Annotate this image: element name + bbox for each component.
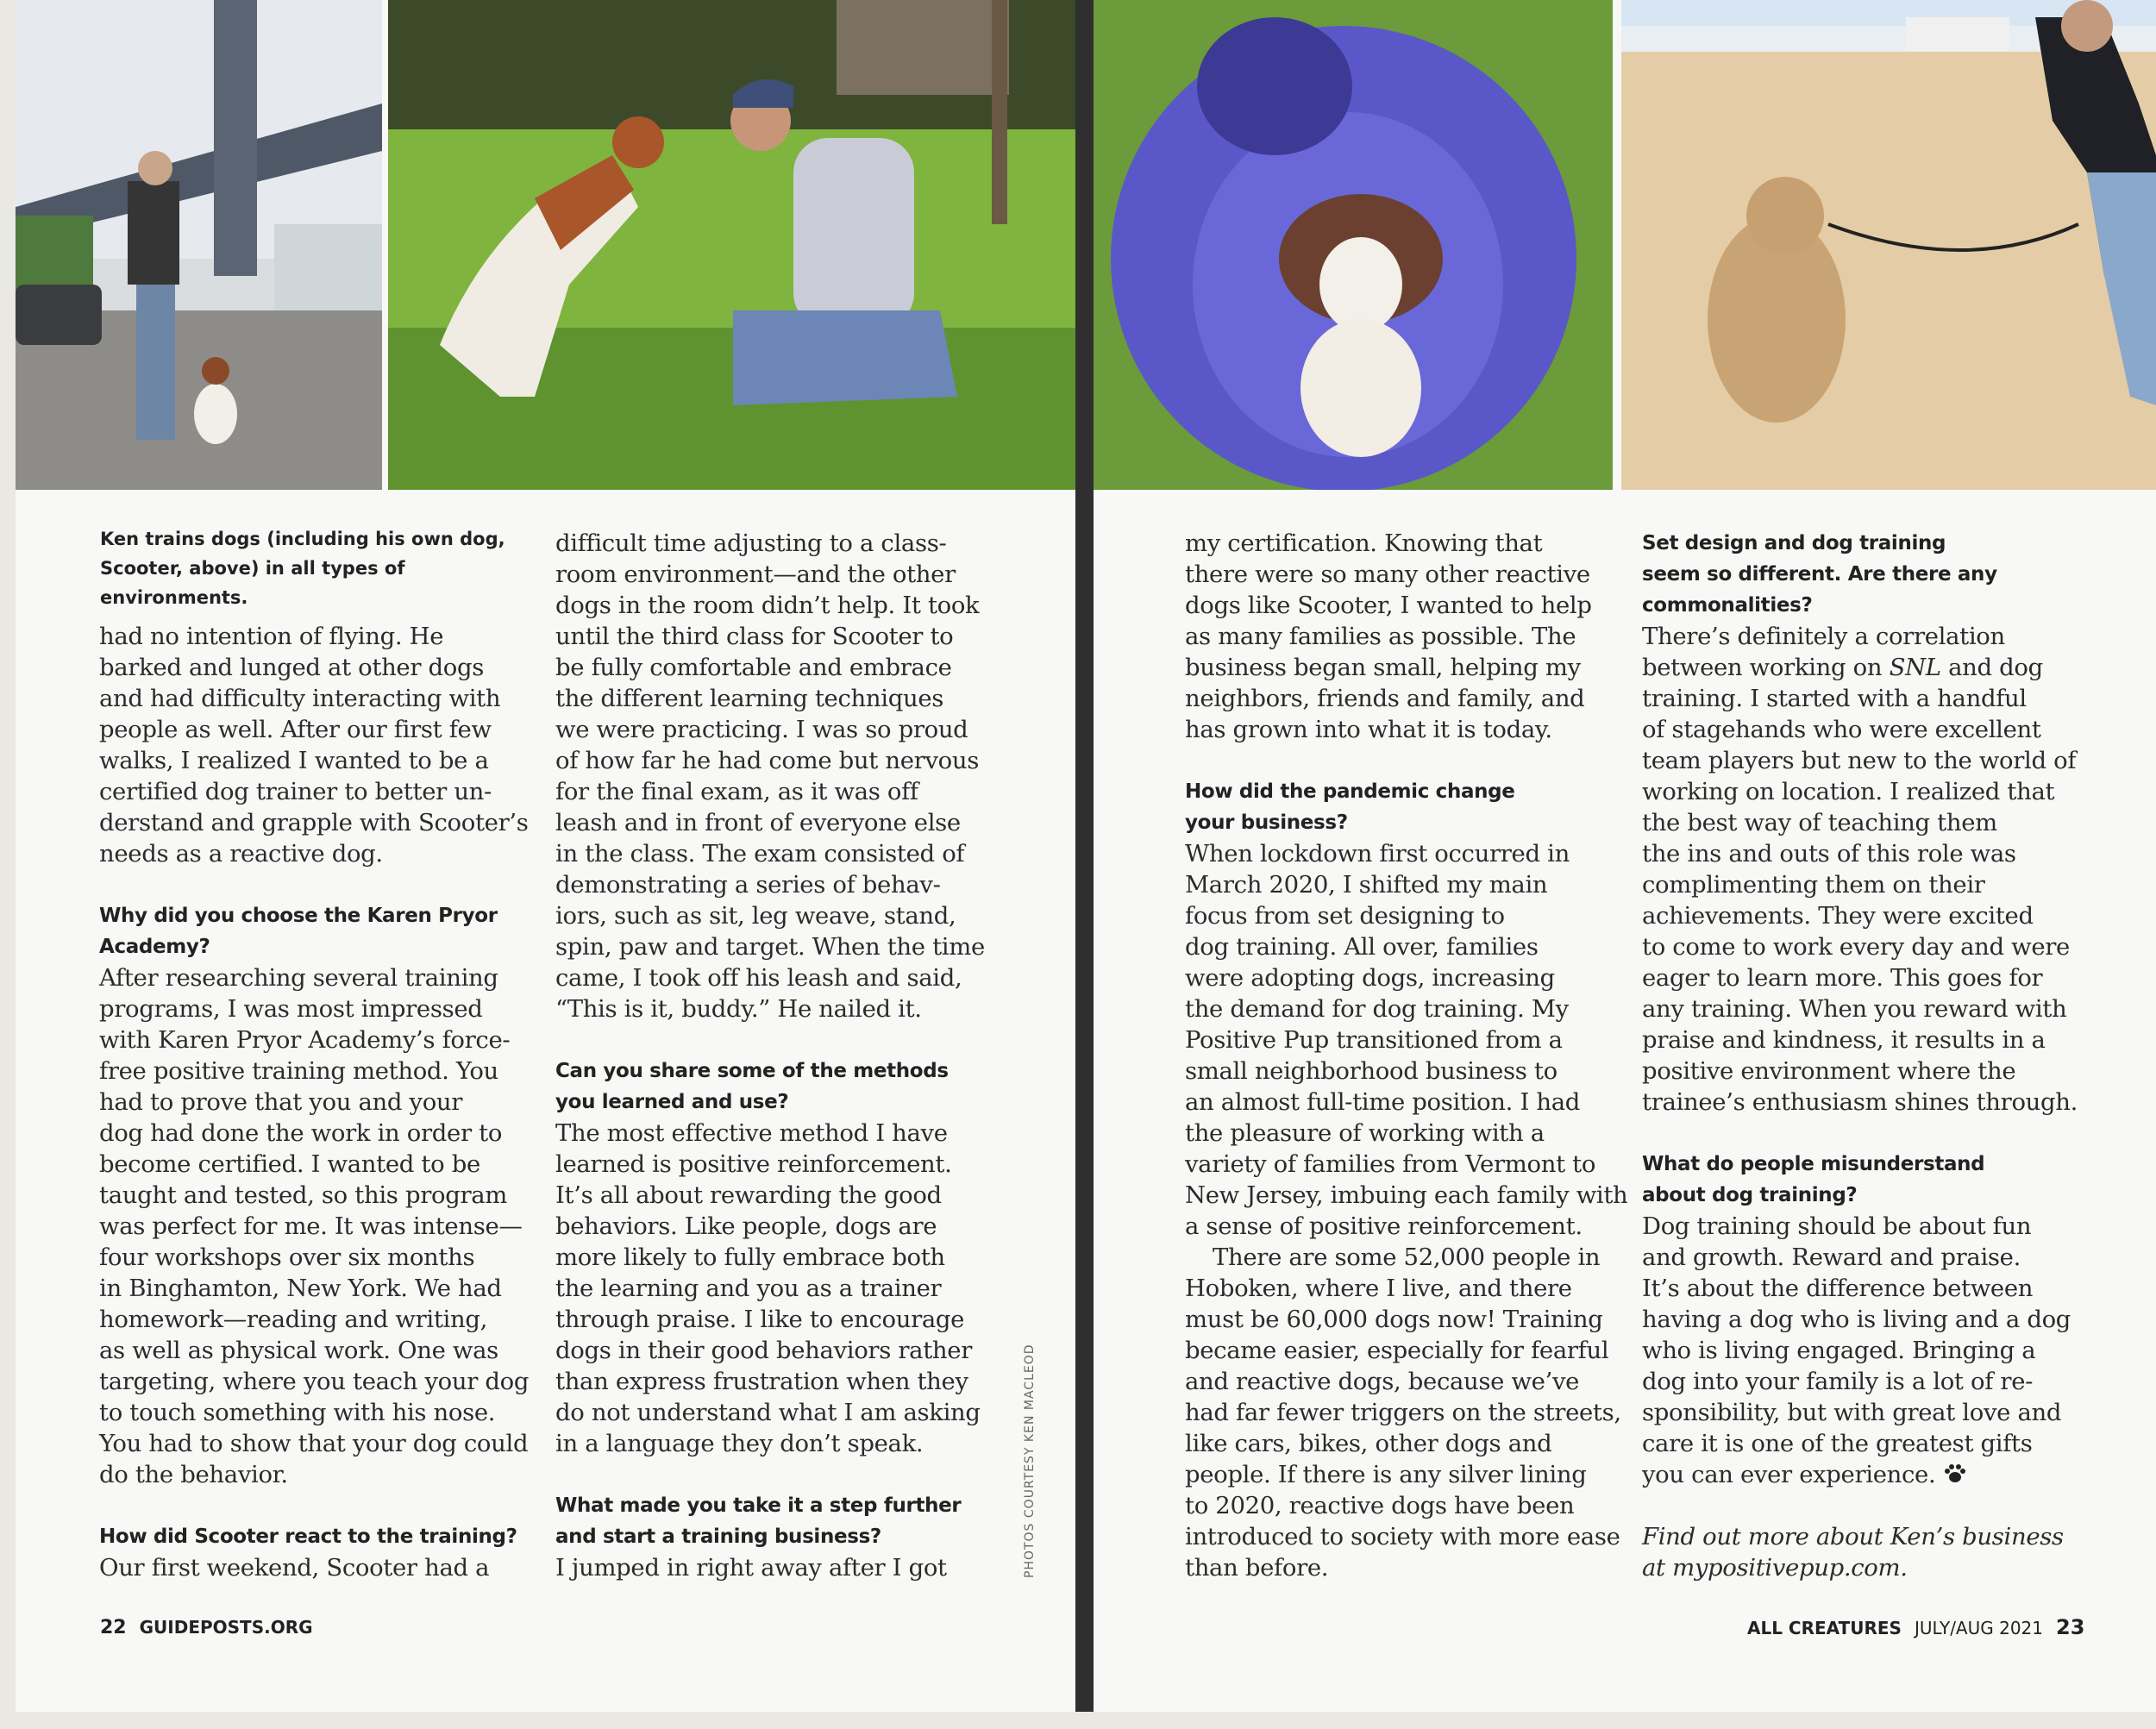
text-line: the demand for dog training. My — [1185, 995, 1569, 1023]
text-line: small neighborhood business to — [1185, 1057, 1557, 1085]
text-line: the pleasure of working with a — [1185, 1119, 1545, 1147]
text-line: focus from set designing to — [1185, 902, 1505, 930]
question-heading-line: commonalities? — [1642, 594, 1813, 617]
text-line: certified dog trainer to better un- — [99, 778, 492, 805]
text-line: do not understand what I am asking — [555, 1399, 981, 1426]
paragraph-gap — [99, 869, 548, 900]
text-line: difficult time adjusting to a class- — [555, 529, 947, 557]
text-line: There’s definitely a correlation — [1642, 623, 2005, 650]
text-line: care it is one of the greatest gifts — [1642, 1430, 2033, 1457]
text-line: has grown into what it is today. — [1185, 716, 1552, 743]
text-line: to come to work every day and were — [1642, 933, 2070, 961]
text-line: a sense of positive reinforcement. — [1185, 1212, 1583, 1240]
text-line: dog training. All over, families — [1185, 933, 1539, 961]
text-line: free positive training method. You — [99, 1057, 498, 1085]
text-line: until the third class for Scooter to — [555, 623, 954, 650]
page-number-right: 23 — [2056, 1615, 2085, 1639]
question-heading-line: Academy? — [99, 936, 210, 958]
page-number-left: 22 — [100, 1617, 127, 1638]
text-line: trainee’s enthusiasm shines through. — [1642, 1088, 2078, 1116]
text-line: having a dog who is living and a dog — [1642, 1306, 2071, 1333]
text-line: we were practicing. I was so proud — [555, 716, 968, 743]
text-line: came, I took off his leash and said, — [555, 964, 962, 992]
text-line: to touch something with his nose. — [99, 1399, 496, 1426]
photo-dog-in-tunnel — [1094, 0, 1613, 490]
paw-print-icon — [1943, 1463, 1967, 1484]
text-line: neighbors, friends and family, and — [1185, 685, 1585, 712]
text-line: room environment—and the other — [555, 561, 956, 588]
photo-bridge-street — [16, 0, 382, 490]
text-line: It’s all about rewarding the good — [555, 1181, 942, 1209]
text-line: between working on SNL and dog — [1642, 654, 2043, 681]
text-line: dogs in their good behaviors rather — [555, 1337, 972, 1364]
text-line: you can ever experience. — [1642, 1459, 2125, 1490]
text-line: team players but new to the world of — [1642, 747, 2077, 774]
text-line: praise and kindness, it results in a — [1642, 1026, 2046, 1054]
text-line: than before. — [1185, 1554, 1329, 1582]
photo-credit: PHOTOS COURTESY KEN MACLEOD — [1023, 1344, 1037, 1578]
text-line: “This is it, buddy.” He nailed it. — [555, 995, 922, 1023]
text-line: there were so many other reactive — [1185, 561, 1590, 588]
paragraph-gap — [555, 1024, 1038, 1056]
issue-date: JULY/AUG 2021 — [1914, 1618, 2044, 1638]
text-line: training. I started with a handful — [1642, 685, 2027, 712]
text-line: dogs like Scooter, I wanted to help — [1185, 592, 1592, 619]
text-line: Our first weekend, Scooter had a — [99, 1554, 490, 1582]
text-line: March 2020, I shifted my main — [1185, 871, 1548, 899]
caption-line-1: Ken trains dogs (including his own dog, — [100, 529, 505, 549]
text-line: people as well. After our first few — [99, 716, 492, 743]
text-line: and had difficulty interacting with — [99, 685, 501, 712]
text-line: The most effective method I have — [555, 1119, 948, 1147]
text-line: the ins and outs of this role was — [1642, 840, 2016, 868]
text-line: had to prove that you and your — [99, 1088, 463, 1116]
text-line: Hoboken, where I live, and there — [1185, 1275, 1572, 1302]
text-line: to 2020, reactive dogs have been — [1185, 1492, 1575, 1519]
text-line: dog into your family is a lot of re- — [1642, 1368, 2034, 1395]
text-line: for the final exam, as it was off — [555, 778, 918, 805]
spine-gutter — [1075, 0, 1094, 1712]
question-heading-line: your business? — [1185, 811, 1348, 834]
article-column-4 — [1642, 528, 2125, 1583]
text-line: and reactive dogs, because we’ve — [1185, 1368, 1580, 1395]
text-line: of stagehands who were excellent — [1642, 716, 2041, 743]
question-heading-line: about dog training? — [1642, 1184, 1858, 1206]
caption-line-2: Scooter, above) in all types of environments. — [100, 558, 405, 608]
text-line: had no intention of flying. He — [99, 623, 444, 650]
text-line: introduced to society with more ease — [1185, 1523, 1620, 1550]
text-line: Dog training should be about fun — [1642, 1212, 2032, 1240]
text-line: iors, such as sit, leg weave, stand, — [555, 902, 956, 930]
question-heading-line: How did the pandemic change — [1185, 780, 1515, 803]
photo-kneeling-with-dog — [388, 0, 1078, 490]
magazine-name: ALL CREATURES — [1747, 1618, 1902, 1638]
text-line: like cars, bikes, other dogs and — [1185, 1430, 1552, 1457]
text-line: the different learning techniques — [555, 685, 944, 712]
site-name: GUIDEPOSTS.ORG — [139, 1617, 313, 1638]
text-line: learned is positive reinforcement. — [555, 1150, 952, 1178]
text-line: It’s about the difference between — [1642, 1275, 2034, 1302]
text-line: programs, I was most impressed — [99, 995, 483, 1023]
right-folio — [1747, 1614, 2084, 1642]
text-line: walks, I realized I wanted to be a — [99, 747, 489, 774]
text-line: positive environment where the — [1642, 1057, 2016, 1085]
text-line: I jumped in right away after I got — [555, 1554, 947, 1582]
photo-caption — [100, 524, 548, 612]
text-line: complimenting them on their — [1642, 871, 1985, 899]
text-line: working on location. I realized that — [1642, 778, 2055, 805]
text-line: When lockdown first occurred in — [1185, 840, 1570, 868]
paragraph-gap — [1642, 1118, 2125, 1149]
text-line: dogs in the room didn’t help. It took — [555, 592, 980, 619]
text-line: must be 60,000 dogs now! Training — [1185, 1306, 1603, 1333]
text-line: of how far he had come but nervous — [555, 747, 979, 774]
text-line: New Jersey, imbuing each family with — [1185, 1181, 1628, 1209]
paragraph-gap — [1642, 1490, 2125, 1521]
text-line: eager to learn more. This goes for — [1642, 964, 2043, 992]
text-line: people. If there is any silver lining — [1185, 1461, 1587, 1488]
text-line: the learning and you as a trainer — [555, 1275, 942, 1302]
text-line: variety of families from Vermont to — [1185, 1150, 1596, 1178]
text-line: business began small, helping my — [1185, 654, 1581, 681]
text-line: behaviors. Like people, dogs are — [555, 1212, 937, 1240]
text-line: four workshops over six months — [99, 1244, 475, 1271]
text-line: through praise. I like to encourage — [555, 1306, 965, 1333]
text-line: do the behavior. — [99, 1461, 288, 1488]
text-line: demonstrating a series of behav- — [555, 871, 941, 899]
question-heading-line: and start a training business? — [555, 1525, 881, 1548]
text-line: in Binghamton, New York. We had — [99, 1275, 502, 1302]
text-line: needs as a reactive dog. — [99, 840, 383, 868]
text-line: an almost full-time position. I had — [1185, 1088, 1581, 1116]
text-line: Positive Pup transitioned from a — [1185, 1026, 1563, 1054]
left-folio — [100, 1614, 313, 1641]
text-line: became easier, especially for fearful — [1185, 1337, 1609, 1364]
text-line: leash and in front of everyone else — [555, 809, 961, 836]
italic-footer-line: Find out more about Ken’s business — [1642, 1523, 2064, 1550]
text-line: any training. When you reward with — [1642, 995, 2067, 1023]
question-heading-line: you learned and use? — [555, 1091, 789, 1113]
text-line: had far fewer triggers on the streets, — [1185, 1399, 1621, 1426]
left-page — [16, 0, 1078, 1712]
article-column-2 — [555, 528, 1038, 1583]
paragraph-gap — [1185, 745, 1651, 776]
text-line: homework—reading and writing, — [99, 1306, 487, 1333]
question-heading-line: Why did you choose the Karen Pryor — [99, 905, 498, 927]
text-line: with Karen Pryor Academy’s force- — [99, 1026, 511, 1054]
question-heading-line: Can you share some of the methods — [555, 1060, 949, 1082]
text-line: in a language they don’t speak. — [555, 1430, 924, 1457]
text-line: spin, paw and target. When the time — [555, 933, 985, 961]
text-line: and growth. Reward and praise. — [1642, 1244, 2021, 1271]
text-line: There are some 52,000 people in — [1213, 1244, 1601, 1271]
text-line: derstand and grapple with Scooter’s — [99, 809, 529, 836]
question-heading-line: What do people misunderstand — [1642, 1153, 1985, 1175]
text-line: as well as physical work. One was — [99, 1337, 498, 1364]
text-line: barked and lunged at other dogs — [99, 654, 485, 681]
text-line: After researching several training — [99, 964, 498, 992]
paragraph-gap — [555, 1459, 1038, 1490]
text-line: was perfect for me. It was intense— — [99, 1212, 523, 1240]
photo-beach-training — [1621, 0, 2156, 490]
text-line: were adopting dogs, increasing — [1185, 964, 1555, 992]
question-heading-line: seem so different. Are there any — [1642, 563, 1997, 586]
text-line: more likely to fully embrace both — [555, 1244, 945, 1271]
text-line: in the class. The exam consisted of — [555, 840, 965, 868]
paragraph-gap — [99, 1490, 548, 1521]
text-line: who is living engaged. Bringing a — [1642, 1337, 2036, 1364]
text-line: taught and tested, so this program — [99, 1181, 508, 1209]
italic-footer-line: at mypositivepup.com. — [1642, 1554, 1908, 1582]
text-line: the best way of teaching them — [1642, 809, 1997, 836]
text-line: achievements. They were excited — [1642, 902, 2034, 930]
text-line: than express frustration when they — [555, 1368, 968, 1395]
question-heading-line: What made you take it a step further — [555, 1494, 962, 1517]
question-heading-line: Set design and dog training — [1642, 532, 1946, 554]
text-line: You had to show that your dog could — [99, 1430, 529, 1457]
article-column-1 — [99, 621, 548, 1583]
text-line: sponsibility, but with great love and — [1642, 1399, 2062, 1426]
question-heading-line: How did Scooter react to the training? — [99, 1525, 517, 1548]
article-column-3 — [1185, 528, 1651, 1583]
text-line: my certification. Knowing that — [1185, 529, 1543, 557]
text-line: become certified. I wanted to be — [99, 1150, 480, 1178]
text-line: as many families as possible. The — [1185, 623, 1576, 650]
text-line: targeting, where you teach your dog — [99, 1368, 530, 1395]
text-line: dog had done the work in order to — [99, 1119, 503, 1147]
text-line: be fully comfortable and embrace — [555, 654, 952, 681]
right-page — [1094, 0, 2156, 1712]
